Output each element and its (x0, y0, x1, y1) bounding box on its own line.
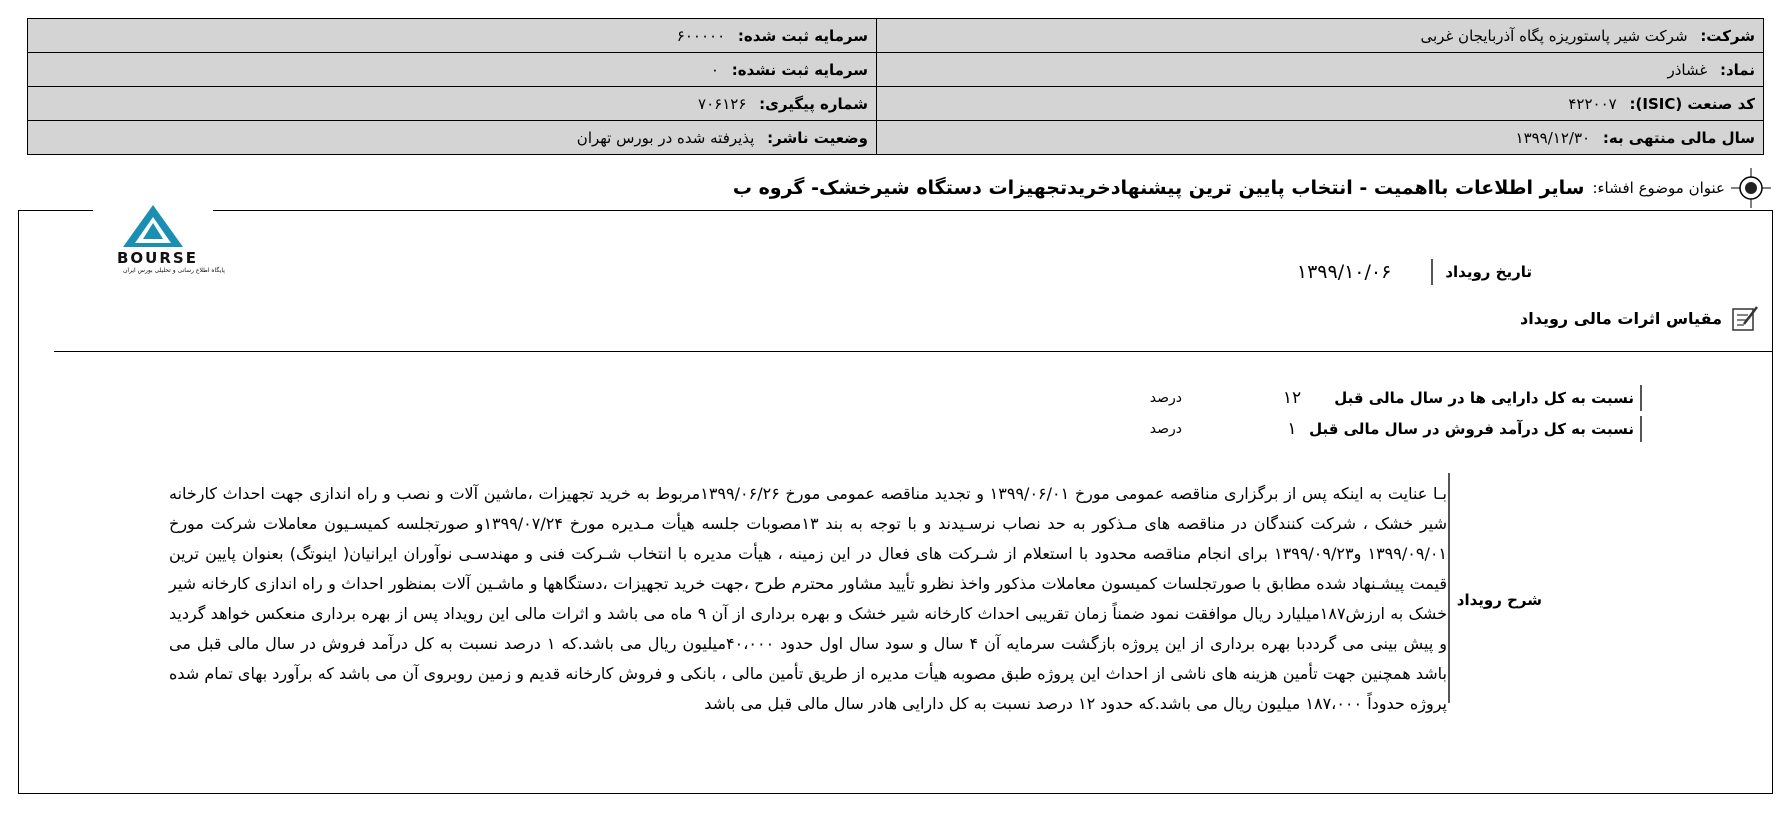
company-cell (877, 19, 1764, 53)
fiscal-year-value: ۱۳۹۹/۱۲/۳۰ (1515, 128, 1591, 147)
target-icon (1731, 168, 1771, 208)
bourse-logo (93, 201, 225, 291)
ratio-row-revenue (1150, 415, 1642, 443)
info-row (28, 53, 1764, 87)
disclosure-subject (733, 168, 1771, 208)
unregistered-capital-cell (28, 53, 877, 87)
tracking-cell (28, 87, 877, 121)
ratio-unit: درصد (1149, 421, 1182, 437)
subject-title: سایر اطلاعات بااهمیت - انتخاب پایین ترین پیشنهادخریدتجهیزات دستگاه شیرخشک- گروه ب (732, 177, 1585, 199)
description-text: بـا عنایت به اینکه پس از برگزاری مناقصه عمومی مورخ ۱۳۹۹/۰۶/۰۱ و تجدید مناقصه عمومی مورخ ۱۳۹۹/۰۶/۲۶مربوط به خرید تجهیزات ،ماشین آلات و نصب و راه اندازی جهت احداث کارخانه شیر خشک ، شرکت کنندگان در مناقصه های مـذکور به حد نصاب نرسـیدند و با توجه به بند ۱۳مصوبات جلسه هیأت مـدیره مورخ ۱۳۹۹/۰۷/۲۴و صورتجلسه کمیسـیون معاملات شرکت مورخ ۱۳۹۹/۰۹/۰۱ و۱۳۹۹/۰۹/۲۳ برای انجام مناقصه محدود با استعلام از شـرکت های فعال در این زمینه ، هیأت مدیره با انتخاب شـرکت فنی و مهندسـی نوآوران ایرانیان( اینوتگ) بعنوان پایین ترین قیمت پیشـنهاد شده مطابق با صورتجلسات کمیسون معاملات مذکور واخذ نظرو تأیید مشاور محترم طرح ،جهت خرید تجهیزات ،دستگاهها و ماشـین آلات بمنظور احداث و راه اندازی کارخانه شیر خشک به ارزش۱۸۷میلیارد ریال موافقت نمود ضمناً زمان تقریبی احداث کارخانه شیر خشک و بهره برداری از آن ۹ ماه می باشد و اثرات مالی این رویداد پس از بهره برداری منعکس خواهد گردید و پیش بینی می گرددبا بهره برداری از این پروژه بازگشت سرمایه آن ۴ سال و سود سال اول حدود ۴۰،۰۰۰میلیون ریال می باشد.که ۱ درصد نسبت به کل درآمد فروش در سال مالی قبل می باشد همچنین جهت تأمین هزینه های ناشی از احداث این پروژه طبق مصوبه هیأت مدیره از طریق تأمین مالی ، بانکی و فروش کارخانه قدیم و زمین روبروی آن می باشد که برآورد بهای تمام شده پروژه حدوداً ۱۸۷،۰۰۰ میلیون ریال می باشد.که حدود ۱۲ درصد نسبت به کل دارایی هادر سال مالی قبل می باشد (169, 484, 1448, 713)
edit-note-icon (1730, 303, 1760, 333)
event-date (1297, 259, 1532, 285)
unregistered-capital-value: ۰ (710, 60, 719, 79)
info-row (28, 87, 1764, 121)
symbol-label: نماد: (1719, 60, 1755, 79)
event-date-value: ۱۳۹۹/۱۰/۰۶ (1296, 261, 1392, 283)
bourse-logo-mark (93, 201, 213, 251)
info-row (28, 121, 1764, 155)
event-date-label: تاریخ رویداد (1431, 259, 1532, 285)
publisher-status-value: پذیرفته شده در بورس تهران (576, 128, 755, 147)
ratio-value: ۱ (1287, 419, 1297, 439)
event-details-panel (18, 210, 1773, 794)
ratio-row-assets (1150, 384, 1642, 412)
symbol-value: غشاذر (1667, 60, 1708, 79)
company-value: شرکت شیر پاستوریزه پگاه آذربایجان غربی (1420, 26, 1688, 45)
ratio-value: ۱۲ (1282, 388, 1302, 408)
divider (54, 351, 1772, 352)
fiscal-year-cell (877, 121, 1764, 155)
fiscal-year-label: سال مالی منتهی به: (1602, 128, 1755, 147)
company-label: شرکت: (1700, 26, 1755, 45)
financial-impact-heading (1520, 303, 1760, 333)
description-label: شرح رویداد (1456, 591, 1542, 609)
tracking-label: شماره پیگیری: (759, 94, 868, 113)
logo-tagline: پایگاه اطلاع رسانی و تحلیلی بورس ایران (123, 267, 225, 274)
ratio-label: نسبت به کل دارایی ها در سال مالی قبل (1372, 385, 1642, 411)
info-row (28, 19, 1764, 53)
symbol-cell (877, 53, 1764, 87)
isic-label: کد صنعت (ISIC): (1629, 94, 1755, 113)
registered-capital-cell (28, 19, 877, 53)
company-info-table (27, 18, 1764, 155)
registered-capital-label: سرمایه ثبت شده: (737, 26, 868, 45)
ratio-label: نسبت به کل درآمد فروش در سال مالی قبل (1372, 416, 1642, 442)
isic-value: ۴۲۲۰۰۷ (1568, 94, 1617, 113)
ratio-unit: درصد (1149, 390, 1182, 406)
registered-capital-value: ۶۰۰۰۰۰ (676, 26, 726, 45)
description-separator (1448, 473, 1450, 703)
measure-title: مقیاس اثرات مالی رویداد (1520, 308, 1722, 328)
subject-label: عنوان موضوع افشاء: (1592, 179, 1725, 197)
publisher-status-label: وضعیت ناشر: (767, 128, 868, 147)
logo-wordmark: BOURSE (117, 249, 198, 267)
unregistered-capital-label: سرمایه ثبت نشده: (731, 60, 868, 79)
tracking-value: ۷۰۶۱۲۶ (698, 94, 747, 113)
publisher-status-cell (28, 121, 877, 155)
isic-cell (877, 87, 1764, 121)
